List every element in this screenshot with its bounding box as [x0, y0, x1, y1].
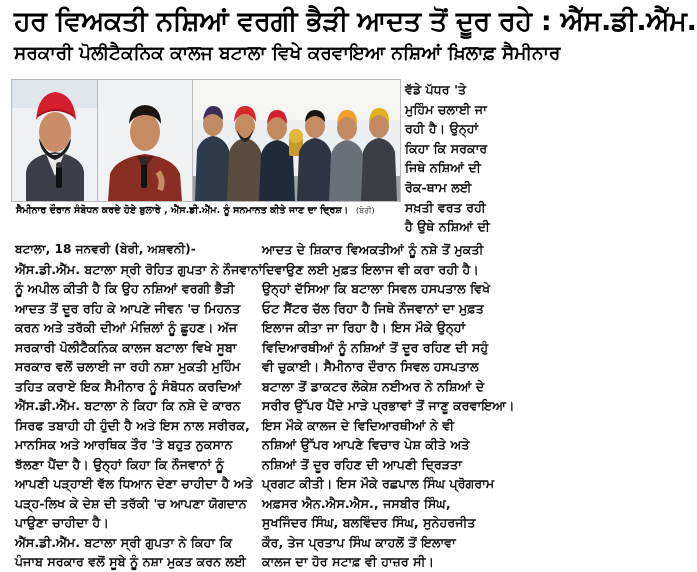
text-line: ਪਾਉਣਾ ਚਾਹੀਦਾ ਹੈ।	[15, 515, 109, 530]
text-line: ਐੱਸ.ਡੀ.ਐੱਮ. ਬਟਾਲਾ ਨੇ ਕਿਹਾ ਕਿ ਨਸ਼ੇ ਦੇ ਕਾਰਨ	[15, 398, 241, 413]
text-line: ਪੰਜਾਬ ਸਰਕਾਰ ਵਲੋਂ ਸੂਬੇ ਨੂੰ ਨਸ਼ਾ ਮੁਕਤ ਕਰਨ ਲਈ	[15, 554, 246, 569]
text-line: ਆਦਤ ਦੇ ਸ਼ਿਕਾਰ ਵਿਅਕਤੀਆਂ ਨੂੰ ਨਸ਼ੇ ਤੋਂ ਮੁਕਤੀ	[262, 242, 484, 257]
text-line: ਕੌਰ, ਤੇਜ ਪ੍ਰਤਾਪ ਸਿੰਘ ਕਾਹਲੋਂ ਤੋਂ ਇਲਾਵਾ	[262, 534, 456, 550]
text-line: ਬਟਾਲਾ ਤੋਂ ਡਾਕਟਰ ਲੋਕੇਸ਼ ਨਈਅਰ ਨੇ ਨਸ਼ਿਆਂ ਦੇ	[262, 378, 485, 394]
text-line: ਵੱਡੇ ਪੱਧਰ 'ਤੇ	[405, 82, 467, 97]
text-line: ਕਿਹਾ ਕਿ ਸਰਕਾਰ	[405, 140, 488, 156]
text-line: ਝੱਲਣਾ ਪੈਂਦਾ ਹੈ। ਉਨ੍ਹਾਂ ਕਿਹਾ ਕਿ ਨੌਜਵਾਨਾਂ ਨੂੰ	[15, 456, 224, 472]
text-line: ਰੋਕ-ਥਾਮ ਲਈ	[405, 179, 472, 195]
text-line: ਸੁਖਜਿੰਦਰ ਸਿੰਘ, ਬਲਵਿੰਦਰ ਸਿੰਘ, ਸੁਨੇਹਰਜੀਤ	[262, 515, 476, 530]
student-speaker-illustration	[98, 80, 193, 201]
text-line: ਨੂੰ ਅਪੀਲ ਕੀਤੀ ਹੈ ਕਿ ਉਹ ਨਸ਼ਿਆਂ ਵਰਗੀ ਭੈੜੀ	[15, 281, 235, 296]
text-line: ਸਿਰਫ ਤਬਾਹੀ ਹੀ ਹੁੰਦੀ ਹੈ ਅਤੇ ਇਸ ਨਾਲ ਸਰੀਰਕ,	[15, 417, 250, 433]
text-line: ਐੱਸ.ਡੀ.ਐੱਮ. ਬਟਾਲਾ ਸ੍ਰੀ ਰੋਹਿਤ ਗੁਪਤਾ ਨੇ ਨੌਜਵਾਨਾਂ	[15, 261, 263, 277]
article-column-left	[15, 240, 263, 572]
text-line: ਉਨ੍ਹਾਂ ਦੱਸਿਆ ਕਿ ਬਟਾਲਾ ਸਿਵਲ ਹਸਪਤਾਲ ਵਿਖੇ	[262, 281, 491, 296]
text-line: ਨਸ਼ਿਆਂ ਤੋਂ ਦੂਰ ਰਹਿਣ ਦੀ ਆਪਣੀ ਦ੍ਰਿੜਤਾ	[262, 456, 462, 472]
text-line: ਅਫ਼ਸਰ ਐਨ.ਐਸ.ਐਸ., ਜਸਬੀਰ ਸਿੰਘ,	[262, 495, 451, 511]
text-line: ਸਰਕਾਰੀ ਪੋਲੀਟੈਕਨਿਕ ਕਾਲਜ ਬਟਾਲਾ ਵਿਖੇ ਸੂਬਾ	[15, 339, 237, 355]
text-line: ਮੁਹਿੰਮ ਚਲਾਈ ਜਾ	[405, 101, 487, 117]
text-line: ਸਰੀਰ ਉੱਪਰ ਪੈਂਦੇ ਮਾੜੇ ਪ੍ਰਭਾਵਾਂ ਤੋਂ ਜਾਣੂ ਕਰਵਾਇਆ।	[262, 398, 515, 413]
text-line: ਜਿਥੇ ਨਸ਼ਿਆਂ ਦੀ	[405, 160, 481, 176]
photo-speaker-turban	[11, 79, 99, 202]
text-line: ਓਟ ਸੈਂਟਰ ਚੱਲ ਰਿਹਾ ਹੈ ਜਿਥੇ ਨੌਜਵਾਨਾਂ ਦਾ ਮੁਫ਼ਤ	[262, 300, 484, 316]
text-line: ਕਰਨ ਅਤੇ ਤਰੱਕੀ ਦੀਆਂ ਮੰਜ਼ਿਲਾਂ ਨੂੰ ਛੂਹਣ। ਅੱਜ	[15, 320, 238, 335]
text-line: ਸਰਕਾਰ ਵਲੋਂ ਚਲਾਈ ਜਾ ਰਹੀ ਨਸ਼ਾ ਮੁਕਤੀ ਮੁਹਿੰਮ	[15, 359, 241, 374]
photo-caption: ਸੈਮੀਨਾਰ ਦੌਰਾਨ ਸੰਬੋਧਨ ਕਰਦੇ ਹੋਏ ਬੁਲਾਰੇ , ਐੱਸ.ਡੀ.ਐੱਮ. ਨੂੰ ਸਨਮਾਨਤ ਕੀਤੇ ਜਾਣ ਦਾ ਦ੍ਰਿਸ਼।	[16, 205, 349, 216]
text-line: ਵੀ ਚੁਕਾਈ। ਸੈਮੀਨਾਰ ਦੌਰਾਨ ਸਿਵਲ ਹਸਪਤਾਲ	[262, 359, 479, 374]
text-line: ਨਸ਼ਿਆਂ ਉੱਪਰ ਆਪਣੇ ਵਿਚਾਰ ਪੇਸ਼ ਕੀਤੇ ਅਤੇ	[262, 437, 470, 452]
headline: ਹਰ ਵਿਅਕਤੀ ਨਸ਼ਿਆਂ ਵਰਗੀ ਭੈੜੀ ਆਦਤ ਤੋਂ ਦੂਰ ਰਹੇ : ਐੱਸ.ਡੀ.ਐੱਮ.	[14, 6, 697, 37]
text-line: ਰਹੀ ਹੈ। ਉਨ੍ਹਾਂ	[405, 121, 479, 137]
text-line: ਤਹਿਤ ਕਰਾਏ ਇਕ ਸੈਮੀਨਾਰ ਨੂੰ ਸੰਬੋਧਨ ਕਰਦਿਆਂ	[15, 378, 242, 394]
text-line: ਦਿਵਾਉਣ ਲਈ ਮੁਫ਼ਤ ਇਲਾਜ ਵੀ ਕਰਾ ਰਹੀ ਹੈ।	[262, 261, 479, 277]
text-line: ਵਿਦਿਆਰਥੀਆਂ ਨੂੰ ਨਸ਼ਿਆਂ ਤੋਂ ਦੂਰ ਰਹਿਣ ਦੀ ਸਹੁੰ	[262, 339, 489, 355]
text-line: ਸਖ਼ਤੀ ਵਰਤ ਰਹੀ	[405, 199, 486, 215]
text-line: ਮਾਨਸਿਕ ਅਤੇ ਆਰਥਿਕ ਤੌਰ 'ਤੇ ਬਹੁਤ ਨੁਕਸਾਨ	[15, 437, 233, 452]
photo-felicitation-group	[192, 79, 401, 202]
text-line: ਇਲਾਜ ਕੀਤਾ ਜਾ ਰਿਹਾ ਹੈ। ਇਸ ਮੌਕੇ ਉਨ੍ਹਾਂ	[262, 320, 466, 335]
dateline: ਬਟਾਲਾ, 18 ਜਨਵਰੀ (ਬੇਰੀ, ਅਸ਼ਵਨੀ)-	[15, 242, 196, 256]
photo-credit: (ਬੇਰੀ)	[356, 206, 375, 215]
text-line: ਹੈ ਉਥੇ ਨਸ਼ਿਆਂ ਦੀ	[405, 219, 490, 235]
photo-student-speaker	[97, 79, 194, 202]
right-column-text	[405, 80, 488, 237]
text-line: ਪ੍ਰਗਟ ਕੀਤੀ। ਇਸ ਮੌਕੇ ਰਛਪਾਲ ਸਿੰਘ ਪ੍ਰੋਗਰਾਮ	[262, 476, 495, 491]
text-line: ਇਸ ਮੌਕੇ ਕਾਲਜ ਦੇ ਵਿਦਿਆਰਥੀਆਂ ਨੇ ਵੀ	[262, 417, 455, 433]
text-line: ਪੜ੍ਹ-ਲਿਖ ਕੇ ਦੇਸ਼ ਦੀ ਤਰੱਕੀ 'ਚ ਆਪਣਾ ਯੋਗਦਾਨ	[15, 495, 247, 511]
text-line: ਆਪਣੀ ਪੜ੍ਹਾਈ ਵੱਲ ਧਿਆਨ ਦੇਣਾ ਚਾਹੀਦਾ ਹੈ ਅਤੇ	[15, 476, 253, 491]
text-line: ਆਦਤ ਤੋਂ ਦੂਰ ਰਹਿ ਕੇ ਆਪਣੇ ਜੀਵਨ 'ਚ ਮਿਹਨਤ	[15, 300, 241, 316]
subheadline: ਸਰਕਾਰੀ ਪੋਲੀਟੈਕਨਿਕ ਕਾਲਜ ਬਟਾਲਾ ਵਿਖੇ ਕਰਵਾਇਆ ਨਸ਼ਿਆਂ ਖ਼ਿਲਾਫ਼ ਸੈਮੀਨਾਰ	[14, 43, 561, 64]
text-line: ਕਾਲਜ ਦਾ ਹੋਰ ਸਟਾਫ਼ ਵੀ ਹਾਜ਼ਰ ਸੀ।	[262, 554, 435, 569]
felicitation-group-illustration	[193, 80, 400, 201]
article-column-right	[262, 240, 515, 572]
text-line: ਐੱਸ.ਡੀ.ਐੱਮ. ਬਟਾਲਾ ਸ੍ਰੀ ਗੁਪਤਾ ਨੇ ਕਿਹਾ ਕਿ	[15, 534, 233, 550]
speaker-turban-illustration	[12, 80, 98, 201]
